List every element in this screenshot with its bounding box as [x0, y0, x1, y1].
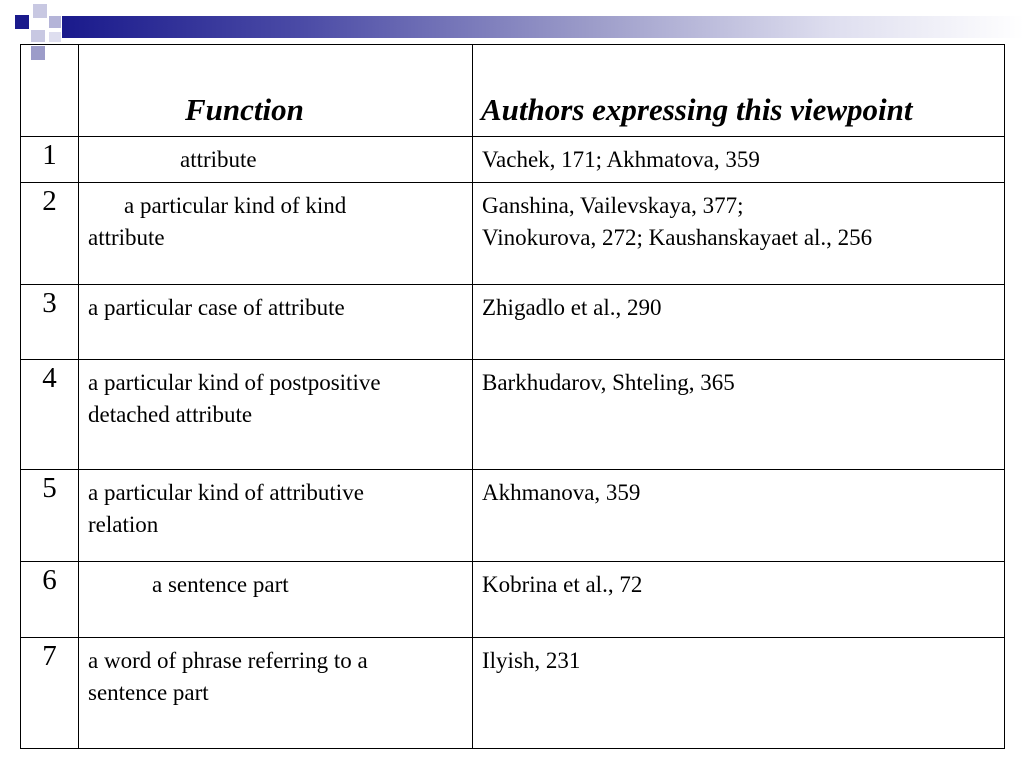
authors-text-line1: Ganshina, Vailevskaya, 377;	[482, 193, 744, 218]
authors-cell	[473, 285, 1005, 360]
function-text-line1: a particular kind of attributive	[88, 480, 364, 505]
function-text-line2: detached attribute	[88, 402, 253, 427]
authors-text: Zhigadlo et al., 290	[482, 295, 662, 320]
authors-text-line2: Vinokurova, 272; Kaushanskayaet al., 256	[482, 225, 873, 250]
table-row	[21, 285, 1005, 360]
decor-square-dark	[15, 15, 29, 29]
row-number: 3	[21, 285, 79, 360]
header-function: Function	[79, 45, 473, 137]
function-text-line2: attribute	[88, 225, 165, 250]
table-row	[21, 183, 1005, 285]
header-gradient-bar	[62, 16, 1024, 38]
function-table	[20, 44, 1004, 748]
header-number-cell	[21, 45, 79, 137]
authors-text: Akhmanova, 359	[482, 480, 641, 505]
authors-cell	[473, 137, 1005, 183]
authors-cell	[473, 638, 1005, 749]
function-text: a sentence part	[152, 572, 289, 597]
function-text-line2: sentence part	[88, 680, 209, 705]
row-number: 6	[21, 562, 79, 638]
function-cell	[79, 285, 473, 360]
row-number: 2	[21, 183, 79, 285]
function-text: a particular case of attribute	[88, 295, 345, 320]
authors-cell	[473, 470, 1005, 562]
function-text-line1: a particular kind of kind	[124, 193, 347, 218]
row-number: 4	[21, 360, 79, 470]
row-number: 5	[21, 470, 79, 562]
function-cell	[79, 360, 473, 470]
authors-text: Barkhudarov, Shteling, 365	[482, 370, 735, 395]
authors-text: Vachek, 171; Akhmatova, 359	[482, 147, 760, 172]
function-text: attribute	[180, 147, 257, 172]
decor-square-light	[33, 4, 47, 18]
function-cell	[79, 562, 473, 638]
function-cell	[79, 137, 473, 183]
decor-square-light	[49, 16, 61, 28]
table-row	[21, 137, 1005, 183]
decor-square-light	[31, 30, 45, 42]
header-authors: Authors expressing this viewpoint	[473, 45, 1005, 137]
decor-square-light	[49, 32, 61, 42]
authors-text: Kobrina et al., 72	[482, 572, 643, 597]
function-text-line1: a particular kind of postpositive	[88, 370, 381, 395]
authors-cell	[473, 562, 1005, 638]
table-row	[21, 360, 1005, 470]
authors-cell	[473, 183, 1005, 285]
table-header-row	[21, 45, 1005, 137]
function-text-line2: relation	[88, 512, 159, 537]
row-number: 7	[21, 638, 79, 749]
table-row	[21, 638, 1005, 749]
table-row	[21, 562, 1005, 638]
function-cell	[79, 638, 473, 749]
authors-text: Ilyish, 231	[482, 648, 581, 673]
table-row	[21, 470, 1005, 562]
function-cell	[79, 183, 473, 285]
authors-cell	[473, 360, 1005, 470]
function-text-line1: a word of phrase referring to a	[88, 648, 368, 673]
row-number: 1	[21, 137, 79, 183]
function-cell	[79, 470, 473, 562]
